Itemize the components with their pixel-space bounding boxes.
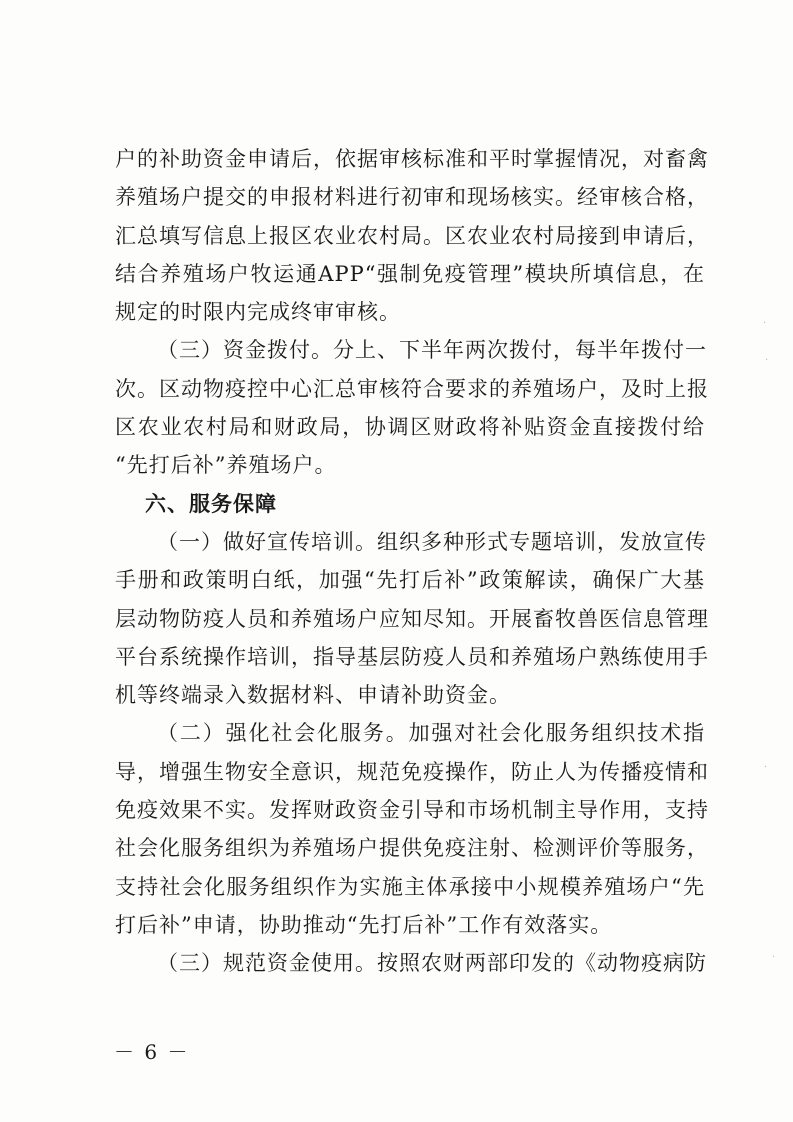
paragraph-start-line: （三）资金拨付。分上、下半年两次拨付，每半年拨付一 [157,338,707,363]
text-line: 次。区动物疫控中心汇总审核符合要求的养殖场户，及时上报 [115,376,709,401]
text-line: 汇总填写信息上报区农业农村局。区农业农村局接到申请后， [115,223,709,248]
scan-speck: · [763,318,767,329]
text-line: 平台系统操作培训，指导基层防疫人员和养殖场户熟练使用手 [115,644,709,669]
text-line: “先打后补”养殖场户。 [115,453,337,478]
text-line: 规定的时限内完成终审审核。 [115,300,401,325]
section-heading: 六、服务保障 [145,491,277,516]
text-line: 养殖场户提交的申报材料进行初审和现场核实。经审核合格， [115,185,709,210]
paragraph-start-line: （三）规范资金使用。按照农财两部印发的《动物疫病防 [157,951,707,976]
scan-speck: · [764,762,768,773]
text-line: 手册和政策明白纸，加强“先打后补”政策解读，确保广大基 [115,568,705,593]
scan-speck: · [765,355,769,366]
scan-speck: · [772,952,776,963]
page-number: － 6 － [114,1040,190,1064]
text-line: 支持社会化服务组织作为实施主体承接中小规模养殖场户“先 [115,874,705,899]
paragraph-start-line: （一）做好宣传培训。组织多种形式专题培训，发放宣传 [157,529,707,554]
text-line: 导，增强生物安全意识，规范免疫操作，防止人为传播疫情和 [115,759,709,784]
text-line: 区农业农村局和财政局，协调区财政将补贴资金直接拨付给 [115,415,705,440]
paragraph-start-line: （二）强化社会化服务。加强对社会化服务组织技术指 [157,721,705,746]
text-line: 户的补助资金申请后，依据审核标准和平时掌握情况，对畜禽 [115,147,709,171]
text-line: 打后补”申请，协助推动“先打后补”工作有效落实。 [115,912,613,937]
text-line: 免疫效果不实。发挥财政资金引导和市场机制主导作用，支持 [115,798,709,823]
text-line: 社会化服务组织为养殖场户提供免疫注射、检测评价等服务， [115,836,709,861]
text-line: 层动物防疫人员和养殖场户应知尽知。开展畜牧兽医信息管理 [115,606,709,631]
text-line: 结合养殖场户牧运通APP“强制免疫管理”模块所填信息，在 [115,261,705,286]
text-line: 机等终端录入数据材料、申请补助资金。 [115,683,511,708]
document-body [115,140,709,983]
